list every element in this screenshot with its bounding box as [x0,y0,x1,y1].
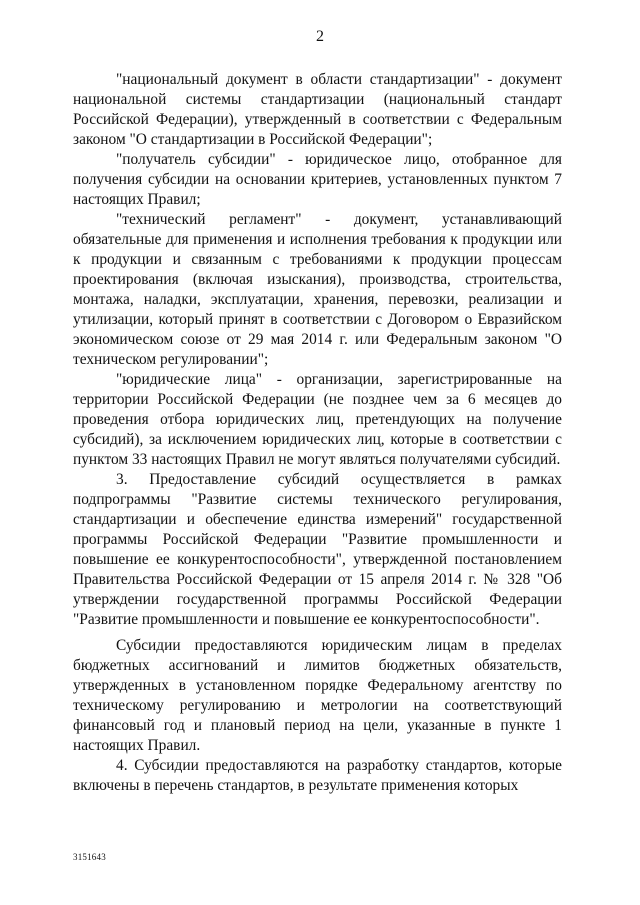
paragraph-definition-legal-entities: "юридические лица" - организации, зарегистрированные на территории Российской Федерации (не позднее чем за 6 месяцев до проведения отбора юридических лиц, претендующих на получение субсидий), за исключением юридических лиц, которые в соответствии с пунктом 33 настоящих Правил не могут являться получателями субсидий. [73,371,562,468]
paragraph-definition-subsidy-recipient: "получатель субсидии" - юридическое лицо, отобранное для получения субсидии на основании критериев, установленных пунктом 7 настоящих Правил; [73,151,562,208]
paragraph-subsidy-limits: Субсидии предоставляются юридическим лицам в пределах бюджетных ассигнований и лимитов бюджетных обязательств, утвержденных в установленном порядке Федеральному агентству по техническому регулированию и метрологии на соответствующий финансовый год и плановый период на цели, указанные в пункте 1 настоящих Правил. [73,637,562,754]
document-code: 3151643 [73,852,106,862]
document-body [73,70,562,796]
paragraph-clause-4: 4. Субсидии предоставляются на разработку стандартов, которые включены в перечень стандартов, в результате применения которых [73,757,562,794]
paragraph-definition-national-document: "национальный документ в области стандартизации" - документ национальной системы стандартизации (национальный стандарт Российской Федерации), утвержденный в соответствии с Федеральным законом "О стандартизации в Российской Федерации"; [73,71,562,148]
paragraph-definition-technical-regulation: "технический регламент" - документ, устанавливающий обязательные для применения и исполнения требования к продукции или к продукции и связанным с требованиями к продукции процессам проектирования (включая изыскания), производства, строительства, монтажа, наладки, эксплуатации, хранения, перевозки, реализации и утилизации, который принят в соответствии с Договором о Евразийском экономическом союзе от 29 мая 2014 г. или Федеральным законом "О техническом регулировании"; [73,211,562,368]
paragraph-clause-3: 3. Предоставление субсидий осуществляется в рамках подпрограммы "Развитие системы технического регулирования, стандартизации и обеспечение единства измерений" государственной программы Российской Федерации "Развитие промышленности и повышение ее конкурентоспособности", утвержденной постановлением Правительства Российской Федерации от 15 апреля 2014 г. № 328 "Об утверждении государственной программы Российской Федерации "Развитие промышленности и повышение ее конкурентоспособности". [73,471,562,628]
page-number: 2 [316,28,324,45]
